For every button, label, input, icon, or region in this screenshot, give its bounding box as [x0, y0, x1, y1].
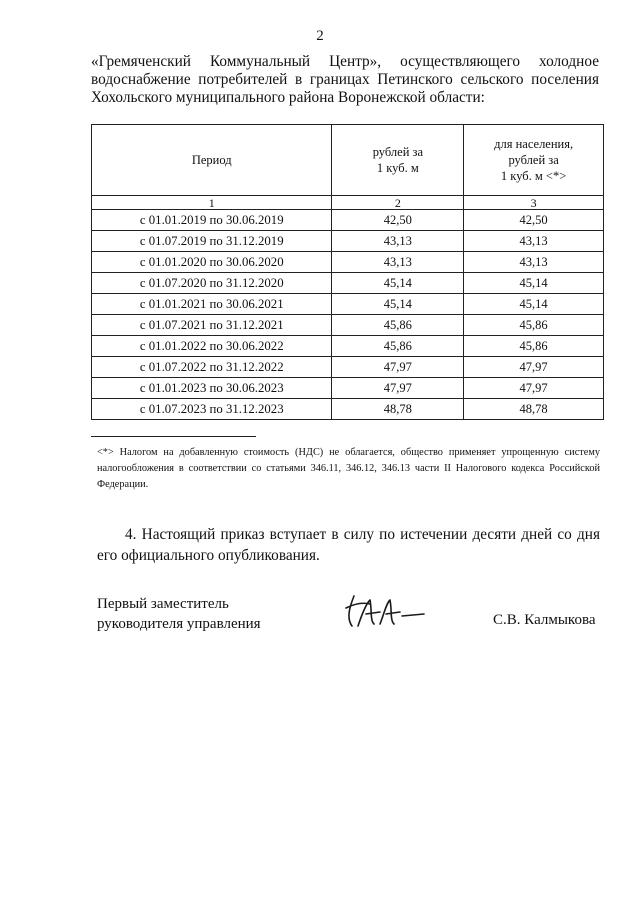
rate-cell: 43,13 — [332, 231, 464, 252]
table-row — [92, 336, 604, 357]
column-number-row — [92, 196, 604, 210]
column-number: 1 — [92, 196, 332, 210]
period-cell: с 01.07.2023 по 31.12.2023 — [92, 399, 332, 420]
rate-cell: 45,14 — [332, 294, 464, 315]
header-pop-line-2: рублей за — [508, 153, 559, 167]
population-rate-cell: 43,13 — [464, 252, 604, 273]
table-row — [92, 273, 604, 294]
period-cell: с 01.07.2019 по 31.12.2019 — [92, 231, 332, 252]
period-cell: с 01.07.2021 по 31.12.2021 — [92, 315, 332, 336]
period-cell: с 01.01.2019 по 30.06.2019 — [92, 210, 332, 231]
handwritten-signature — [340, 590, 430, 634]
header-pop-line-1: для населения, — [494, 137, 574, 151]
header-population-rate — [464, 125, 604, 196]
table-row — [92, 210, 604, 231]
signer-title-line-2: руководителя управления — [97, 616, 261, 632]
intro-line-3: Хохольского муниципального района Воронежской области: — [91, 89, 485, 106]
footnote: <*> Налогом на добавленную стоимость (НДС) не облагается, общество применяет упрощенную систему налогообложения в соответствии со статьями 346.11, 346.12, 346.13 части II Налогового кодекса Российской Федерации. — [97, 447, 600, 490]
period-cell: с 01.01.2023 по 30.06.2023 — [92, 378, 332, 399]
clause-4: 4. Настоящий приказ вступает в силу по истечении десяти дней со дня его официального опубликования. — [97, 526, 600, 564]
signer-title-line-1: Первый заместитель — [97, 596, 229, 612]
period-cell: с 01.07.2020 по 31.12.2020 — [92, 273, 332, 294]
period-cell: с 01.01.2022 по 30.06.2022 — [92, 336, 332, 357]
population-rate-cell: 43,13 — [464, 231, 604, 252]
header-period: Период — [92, 125, 332, 196]
table-header-row — [92, 125, 604, 196]
population-rate-cell: 47,97 — [464, 378, 604, 399]
rate-cell: 45,14 — [332, 273, 464, 294]
rate-cell: 43,13 — [332, 252, 464, 273]
period-cell: с 01.01.2021 по 30.06.2021 — [92, 294, 332, 315]
signer-name: С.В. Калмыкова — [493, 612, 596, 628]
rate-cell: 48,78 — [332, 399, 464, 420]
table-row — [92, 315, 604, 336]
table-row — [92, 378, 604, 399]
header-pop-line-3: 1 куб. м <*> — [500, 169, 567, 183]
table-row — [92, 252, 604, 273]
tariff-table — [91, 124, 604, 420]
rate-cell: 47,97 — [332, 357, 464, 378]
population-rate-cell: 42,50 — [464, 210, 604, 231]
intro-line-1: «Гремяченский Коммунальный Центр», осуществляющего холодное — [91, 53, 599, 70]
population-rate-cell: 48,78 — [464, 399, 604, 420]
table-row — [92, 357, 604, 378]
rate-cell: 47,97 — [332, 378, 464, 399]
rate-cell: 42,50 — [332, 210, 464, 231]
table-row — [92, 294, 604, 315]
rate-cell: 45,86 — [332, 315, 464, 336]
signer-title — [97, 594, 261, 634]
table-row — [92, 231, 604, 252]
population-rate-cell: 45,86 — [464, 336, 604, 357]
footnote-divider — [91, 436, 256, 437]
column-number: 2 — [332, 196, 464, 210]
period-cell: с 01.01.2020 по 30.06.2020 — [92, 252, 332, 273]
header-rate-line-2: 1 куб. м — [376, 161, 419, 175]
intro-line-2: водоснабжение потребителей в границах Петинского сельского поселения — [91, 71, 599, 88]
population-rate-cell: 45,86 — [464, 315, 604, 336]
period-cell: с 01.07.2022 по 31.12.2022 — [92, 357, 332, 378]
rate-cell: 45,86 — [332, 336, 464, 357]
population-rate-cell: 45,14 — [464, 273, 604, 294]
population-rate-cell: 45,14 — [464, 294, 604, 315]
header-rate — [332, 125, 464, 196]
header-rate-line-1: рублей за — [372, 145, 423, 159]
intro-paragraph — [91, 53, 599, 107]
page-number: 2 — [316, 28, 324, 44]
column-number: 3 — [464, 196, 604, 210]
population-rate-cell: 47,97 — [464, 357, 604, 378]
table-row — [92, 399, 604, 420]
